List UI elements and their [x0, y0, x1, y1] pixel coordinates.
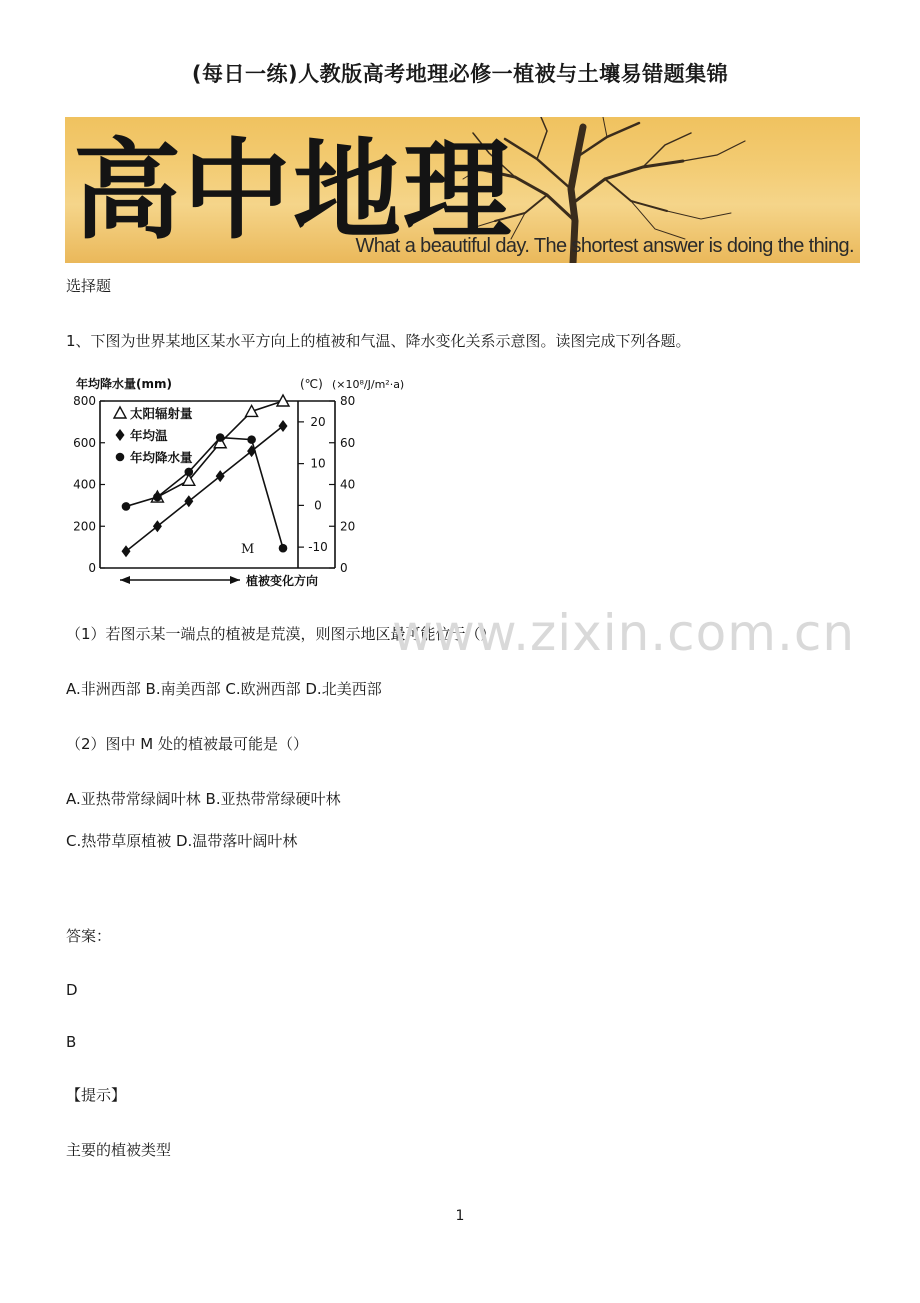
data-point-circle	[247, 435, 256, 444]
question-2-options-a-b: A.亚热带常绿阔叶林 B.亚热带常绿硬叶林	[66, 790, 341, 808]
data-point-diamond	[184, 495, 193, 507]
data-point-diamond	[216, 470, 225, 482]
legend-label: 太阳辐射量	[130, 406, 193, 421]
mid-axis-unit: (℃)	[300, 377, 323, 391]
banner-title: 高中地理	[73, 128, 514, 254]
vegetation-direction-arrow	[120, 576, 240, 584]
left-tick-label: 600	[73, 435, 96, 450]
left-tick-label: 200	[73, 519, 96, 534]
document-title: (每日一练)人教版高考地理必修一植被与土壤易错题集锦	[191, 62, 729, 86]
hint-label: 【提示】	[66, 1086, 127, 1104]
data-point-circle	[122, 502, 131, 511]
question-1: （1）若图示某一端点的植被是荒漠，则图示地区最可能位于（）	[66, 625, 496, 643]
right-tick-label: 40	[340, 477, 356, 492]
question-2: （2）图中 M 处的植被最可能是（）	[66, 735, 309, 753]
mid-axis-ticks	[298, 415, 328, 554]
left-tick-label: 0	[88, 561, 96, 575]
right-tick-label: 20	[340, 519, 356, 534]
hint-text: 主要的植被类型	[66, 1141, 172, 1159]
banner	[65, 117, 860, 263]
section-label: 选择题	[66, 277, 112, 295]
data-point-circle	[153, 493, 162, 502]
data-point-circle	[216, 433, 225, 442]
legend-label: 年均温	[130, 428, 168, 443]
x-axis-label: 植被变化方向	[246, 574, 319, 588]
data-point-diamond	[153, 520, 162, 532]
question-stem: 1、下图为世界某地区某水平方向上的植被和气温、降水变化关系示意图。读图完成下列各题。	[66, 332, 691, 350]
climate-vegetation-chart	[68, 370, 428, 592]
mid-tick-label: 20	[310, 414, 326, 429]
legend-circle-icon	[116, 453, 125, 462]
data-point-circle	[185, 468, 194, 477]
left-tick-label: 800	[73, 394, 96, 408]
data-point-circle	[279, 544, 288, 553]
right-tick-label: 80	[340, 394, 356, 408]
mid-tick-label: 10	[310, 456, 326, 471]
watermark: www.zixin.com.cn	[392, 604, 856, 662]
answer-label: 答案：	[66, 927, 112, 945]
left-tick-label: 400	[73, 477, 96, 492]
series-line-diamond	[126, 426, 283, 551]
banner-slogan: What a beautiful day. The shortest answer is doing the thing.	[355, 235, 854, 257]
page-number: 1	[455, 1208, 465, 1224]
mid-tick-label: -10	[308, 540, 328, 555]
legend	[114, 406, 193, 465]
legend-triangle-icon	[114, 407, 126, 418]
data-point-diamond	[122, 545, 131, 557]
right-tick-label: 60	[340, 435, 356, 450]
answer-2: B	[66, 1033, 77, 1051]
marker-label-m: M	[241, 542, 255, 558]
legend-label: 年均降水量	[130, 450, 193, 465]
data-point-triangle	[246, 405, 258, 416]
question-2-options-c-d: C.热带草原植被 D.温带落叶阔叶林	[66, 832, 298, 850]
left-axis-title: 年均降水量(mm)	[76, 377, 172, 391]
answer-1: D	[66, 981, 78, 999]
right-tick-label: 0	[340, 561, 348, 575]
data-point-diamond	[279, 420, 288, 432]
legend-diamond-icon	[116, 429, 125, 441]
mid-tick-label: 0	[314, 498, 322, 513]
right-axis-ticks	[329, 394, 355, 575]
right-axis-unit: (×10⁸/J/m²·a)	[332, 378, 405, 391]
question-1-options: A.非洲西部 B.南美西部 C.欧洲西部 D.北美西部	[66, 680, 382, 698]
